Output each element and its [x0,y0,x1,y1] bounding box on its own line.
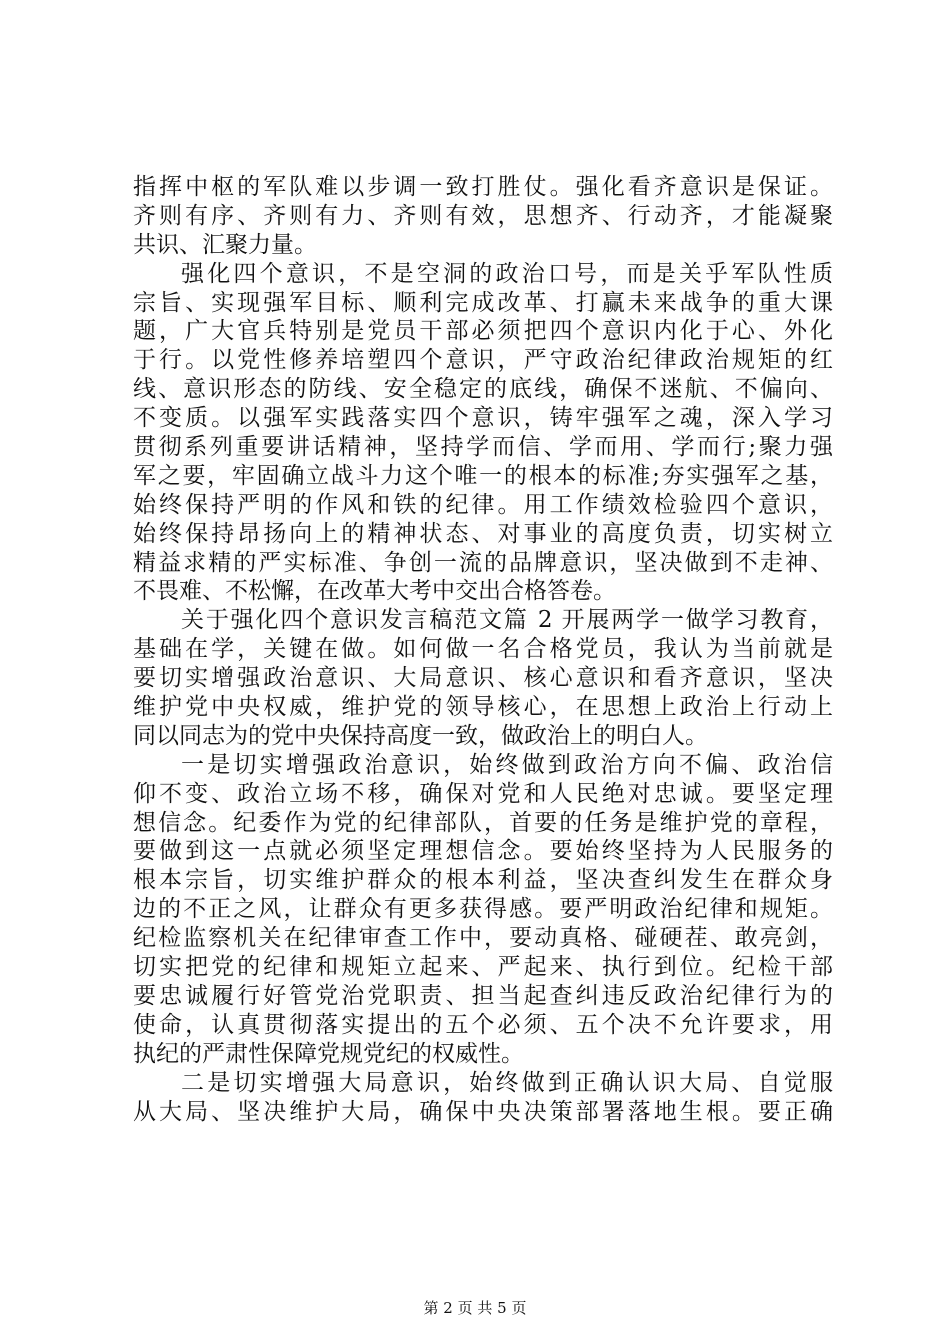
text-line: 从大局、坚决维护大局，确保中央决策部署落地生根。要正确 [133,1098,833,1125]
text-line: 于行。以党性修养培塑四个意识，严守政治纪律政治规矩的红 [133,347,833,374]
text-line: 使命，认真贯彻落实提出的五个必须、五个决不允许要求，用 [133,1011,833,1038]
text-line: 指挥中枢的军队难以步调一致打胜仗。强化看齐意识是保证。 [133,174,833,200]
text-line: 二是切实增强大局意识，始终做到正确认识大局、自觉服 [181,1069,833,1096]
text-line: 同以同志为的党中央保持高度一致，做政治上的明白人。 [133,722,708,749]
text-line: 根本宗旨，切实维护群众的根本利益，坚决查纠发生在群众身 [133,867,833,894]
text-line: 军之要，牢固确立战斗力这个唯一的根本的标准;夯实强军之基， [133,462,833,489]
text-line: 精益求精的严实标准、争创一流的品牌意识，坚决做到不走神、 [133,549,833,576]
text-line: 纪检监察机关在纪律审查工作中，要动真格、碰硬茬、敢亮剑， [133,925,833,952]
text-line: 基础在学，关键在做。如何做一名合格党员，我认为当前就是 [133,636,833,663]
text-line: 切实把党的纪律和规矩立起来、严起来、执行到位。纪检干部 [133,954,833,981]
text-line: 齐则有序、齐则有力、齐则有效，思想齐、行动齐，才能凝聚 [133,202,833,229]
text-line: 执纪的严肃性保障党规党纪的权威性。 [133,1040,524,1067]
text-line: 题，广大官兵特别是党员干部必须把四个意识内化于心、外化 [133,318,833,345]
text-line: 关于强化四个意识发言稿范文篇 2 开展两学一做学习教育， [181,607,833,634]
text-line: 不畏难、不松懈，在改革大考中交出合格答卷。 [133,578,616,605]
text-line: 要做到这一点就必须坚定理想信念。要始终坚持为人民服务的 [133,838,833,865]
text-line: 要忠诚履行好管党治党职责、担当起查纠违反政治纪律行为的 [133,982,833,1009]
page-footer: 第 2 页 共 5 页 [423,1299,527,1317]
text-line: 一是切实增强政治意识，始终做到政治方向不偏、政治信 [181,751,833,778]
text-line: 仰不变、政治立场不移，确保对党和人民绝对忠诚。要坚定理 [133,780,833,807]
text-line: 想信念。纪委作为党的纪律部队，首要的任务是维护党的章程， [133,809,833,836]
text-line: 维护党中央权威，维护党的领导核心，在思想上政治上行动上 [133,694,833,721]
text-line: 线、意识形态的防线、安全稳定的底线，确保不迷航、不偏向、 [133,376,833,403]
document-body [133,173,833,1126]
text-line: 始终保持严明的作风和铁的纪律。用工作绩效检验四个意识， [133,491,833,518]
text-line: 贯彻系列重要讲话精神，坚持学而信、学而用、学而行;聚力强 [133,434,833,461]
text-line: 要切实增强政治意识、大局意识、核心意识和看齐意识，坚决 [133,665,833,692]
text-line: 强化四个意识，不是空洞的政治口号，而是关乎军队性质 [181,260,833,287]
text-line: 始终保持昂扬向上的精神状态、对事业的高度负责，切实树立 [133,520,833,547]
text-line: 边的不正之风，让群众有更多获得感。要严明政治纪律和规矩。 [133,896,833,923]
text-line: 宗旨、实现强军目标、顺利完成改革、打赢未来战争的重大课 [133,289,833,316]
text-line: 不变质。以强军实践落实四个意识，铸牢强军之魂，深入学习 [133,405,833,432]
text-line: 共识、汇聚力量。 [133,231,317,258]
